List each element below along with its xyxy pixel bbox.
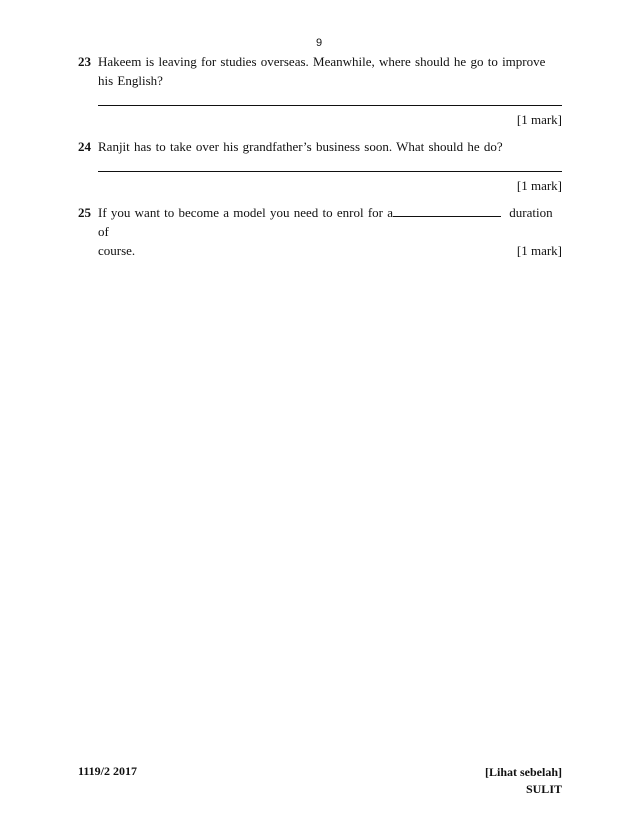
footer-right — [485, 764, 562, 798]
question-24 — [78, 137, 562, 193]
question-text-line2 — [98, 241, 562, 260]
answer-line[interactable] — [98, 105, 562, 106]
question-number: 24 — [78, 139, 91, 154]
turn-page-label: [Lihat sebelah] — [484, 765, 562, 779]
question-text: Hakeem is leaving for studies overseas. Meanwhile, where should he go to improve his English? — [98, 54, 546, 88]
question-number: 23 — [78, 54, 91, 69]
page-number: 9 — [315, 37, 323, 49]
answer-blank[interactable] — [393, 204, 501, 217]
mark-label: [1 mark] — [516, 178, 562, 193]
question-text-course: course. — [98, 243, 136, 258]
question-text-after-blank: duration of — [98, 205, 553, 239]
question-23 — [78, 52, 562, 127]
classification-label: SULIT — [525, 782, 562, 796]
question-number: 25 — [78, 205, 91, 220]
question-text-before-blank: If you want to become a model you need to enrol for a — [98, 205, 394, 220]
question-25 — [78, 203, 562, 260]
question-text — [98, 203, 562, 241]
paper-code: 1119/2 2017 — [78, 764, 138, 778]
question-text: Ranjit has to take over his grandfather’s business soon. What should he do? — [98, 139, 503, 154]
answer-line[interactable] — [98, 171, 562, 172]
mark-label: [1 mark] — [516, 243, 562, 258]
mark-label: [1 mark] — [516, 112, 562, 127]
